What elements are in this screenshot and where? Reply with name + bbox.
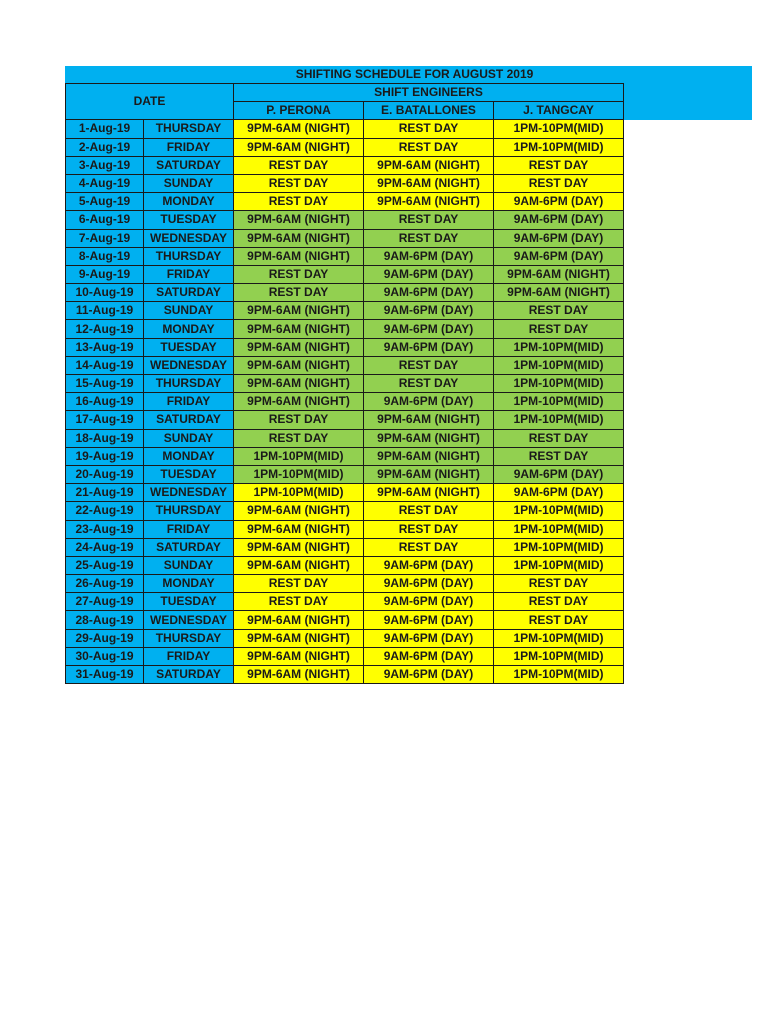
shift-cell-batallones: REST DAY: [364, 375, 494, 393]
date-cell: 30-Aug-19: [66, 647, 144, 665]
shift-cell-perona: REST DAY: [234, 411, 364, 429]
shift-cell-batallones: 9AM-6PM (DAY): [364, 338, 494, 356]
shift-cell-batallones: 9PM-6AM (NIGHT): [364, 156, 494, 174]
shift-cell-perona: REST DAY: [234, 593, 364, 611]
shift-cell-batallones: 9AM-6PM (DAY): [364, 393, 494, 411]
date-cell: 4-Aug-19: [66, 174, 144, 192]
shift-cell-tangcay: 1PM-10PM(MID): [494, 338, 624, 356]
shift-cell-batallones: 9AM-6PM (DAY): [364, 666, 494, 684]
table-row: [66, 247, 624, 265]
shift-cell-tangcay: REST DAY: [494, 320, 624, 338]
date-cell: 14-Aug-19: [66, 356, 144, 374]
engineer-header-perona: P. PERONA: [234, 102, 364, 120]
shift-cell-perona: REST DAY: [234, 575, 364, 593]
shift-schedule-table: [65, 66, 624, 684]
day-cell: THURSDAY: [144, 375, 234, 393]
table-row: [66, 375, 624, 393]
shift-cell-tangcay: 1PM-10PM(MID): [494, 647, 624, 665]
day-cell: FRIDAY: [144, 520, 234, 538]
table-row: [66, 629, 624, 647]
shift-cell-perona: 9PM-6AM (NIGHT): [234, 556, 364, 574]
shift-cell-perona: 9PM-6AM (NIGHT): [234, 629, 364, 647]
date-cell: 28-Aug-19: [66, 611, 144, 629]
shift-cell-tangcay: 1PM-10PM(MID): [494, 411, 624, 429]
shift-cell-batallones: 9AM-6PM (DAY): [364, 575, 494, 593]
shift-cell-tangcay: 9PM-6AM (NIGHT): [494, 284, 624, 302]
shift-cell-perona: 9PM-6AM (NIGHT): [234, 393, 364, 411]
shift-cell-batallones: 9AM-6PM (DAY): [364, 556, 494, 574]
table-row: [66, 393, 624, 411]
shift-cell-perona: 9PM-6AM (NIGHT): [234, 138, 364, 156]
shift-cell-tangcay: 9AM-6PM (DAY): [494, 211, 624, 229]
shift-cell-batallones: 9AM-6PM (DAY): [364, 320, 494, 338]
date-cell: 8-Aug-19: [66, 247, 144, 265]
day-cell: SATURDAY: [144, 284, 234, 302]
shift-cell-perona: 9PM-6AM (NIGHT): [234, 520, 364, 538]
group-header-row: [66, 84, 624, 102]
table-row: [66, 174, 624, 192]
table-row: [66, 138, 624, 156]
date-cell: 24-Aug-19: [66, 538, 144, 556]
shift-cell-perona: REST DAY: [234, 193, 364, 211]
date-cell: 25-Aug-19: [66, 556, 144, 574]
table-row: [66, 575, 624, 593]
day-cell: WEDNESDAY: [144, 484, 234, 502]
shift-cell-perona: 9PM-6AM (NIGHT): [234, 247, 364, 265]
day-cell: FRIDAY: [144, 138, 234, 156]
shift-cell-tangcay: REST DAY: [494, 429, 624, 447]
day-cell: FRIDAY: [144, 647, 234, 665]
shift-cell-tangcay: 1PM-10PM(MID): [494, 629, 624, 647]
table-row: [66, 265, 624, 283]
date-cell: 7-Aug-19: [66, 229, 144, 247]
table-row: [66, 356, 624, 374]
table-row: [66, 484, 624, 502]
table-row: [66, 520, 624, 538]
day-cell: TUESDAY: [144, 211, 234, 229]
day-cell: TUESDAY: [144, 465, 234, 483]
shift-cell-tangcay: 9AM-6PM (DAY): [494, 229, 624, 247]
day-cell: SUNDAY: [144, 556, 234, 574]
shift-cell-batallones: REST DAY: [364, 229, 494, 247]
schedule-body: [66, 120, 624, 684]
day-cell: SATURDAY: [144, 538, 234, 556]
date-cell: 15-Aug-19: [66, 375, 144, 393]
shift-cell-perona: 9PM-6AM (NIGHT): [234, 120, 364, 138]
shift-cell-tangcay: 1PM-10PM(MID): [494, 138, 624, 156]
date-cell: 18-Aug-19: [66, 429, 144, 447]
table-row: [66, 611, 624, 629]
day-cell: THURSDAY: [144, 502, 234, 520]
date-cell: 27-Aug-19: [66, 593, 144, 611]
day-cell: THURSDAY: [144, 247, 234, 265]
date-cell: 12-Aug-19: [66, 320, 144, 338]
shift-cell-tangcay: 9AM-6PM (DAY): [494, 465, 624, 483]
shift-cell-tangcay: 1PM-10PM(MID): [494, 502, 624, 520]
day-cell: SATURDAY: [144, 666, 234, 684]
date-cell: 1-Aug-19: [66, 120, 144, 138]
table-row: [66, 193, 624, 211]
shift-cell-batallones: 9PM-6AM (NIGHT): [364, 193, 494, 211]
shift-cell-tangcay: 1PM-10PM(MID): [494, 375, 624, 393]
day-cell: MONDAY: [144, 447, 234, 465]
day-cell: THURSDAY: [144, 120, 234, 138]
shift-cell-tangcay: 9PM-6AM (NIGHT): [494, 265, 624, 283]
date-cell: 31-Aug-19: [66, 666, 144, 684]
shift-cell-batallones: 9PM-6AM (NIGHT): [364, 411, 494, 429]
shift-cell-perona: REST DAY: [234, 284, 364, 302]
day-cell: TUESDAY: [144, 593, 234, 611]
shift-cell-perona: 1PM-10PM(MID): [234, 447, 364, 465]
shift-cell-batallones: REST DAY: [364, 502, 494, 520]
day-cell: WEDNESDAY: [144, 229, 234, 247]
shift-cell-tangcay: 1PM-10PM(MID): [494, 393, 624, 411]
date-cell: 5-Aug-19: [66, 193, 144, 211]
table-row: [66, 465, 624, 483]
shift-cell-perona: 9PM-6AM (NIGHT): [234, 375, 364, 393]
day-cell: WEDNESDAY: [144, 611, 234, 629]
day-cell: SATURDAY: [144, 411, 234, 429]
engineer-header-batallones: E. BATALLONES: [364, 102, 494, 120]
shift-cell-perona: 9PM-6AM (NIGHT): [234, 229, 364, 247]
date-cell: 16-Aug-19: [66, 393, 144, 411]
table-row: [66, 284, 624, 302]
shift-cell-tangcay: 1PM-10PM(MID): [494, 120, 624, 138]
shift-cell-tangcay: 1PM-10PM(MID): [494, 538, 624, 556]
table-row: [66, 502, 624, 520]
schedule-title: SHIFTING SCHEDULE FOR AUGUST 2019: [66, 66, 624, 84]
day-cell: FRIDAY: [144, 265, 234, 283]
table-row: [66, 647, 624, 665]
date-cell: 29-Aug-19: [66, 629, 144, 647]
date-cell: 17-Aug-19: [66, 411, 144, 429]
date-cell: 23-Aug-19: [66, 520, 144, 538]
day-cell: MONDAY: [144, 320, 234, 338]
shift-cell-batallones: REST DAY: [364, 211, 494, 229]
shift-cell-tangcay: 1PM-10PM(MID): [494, 666, 624, 684]
shift-cell-tangcay: REST DAY: [494, 174, 624, 192]
shift-cell-tangcay: REST DAY: [494, 611, 624, 629]
day-cell: TUESDAY: [144, 338, 234, 356]
shift-cell-tangcay: REST DAY: [494, 575, 624, 593]
shift-cell-perona: 9PM-6AM (NIGHT): [234, 538, 364, 556]
shift-cell-batallones: 9AM-6PM (DAY): [364, 265, 494, 283]
day-cell: MONDAY: [144, 575, 234, 593]
date-cell: 22-Aug-19: [66, 502, 144, 520]
day-cell: SATURDAY: [144, 156, 234, 174]
date-cell: 21-Aug-19: [66, 484, 144, 502]
shift-cell-batallones: 9PM-6AM (NIGHT): [364, 447, 494, 465]
shift-cell-perona: 9PM-6AM (NIGHT): [234, 666, 364, 684]
table-row: [66, 538, 624, 556]
shift-cell-batallones: REST DAY: [364, 120, 494, 138]
shift-cell-tangcay: 1PM-10PM(MID): [494, 556, 624, 574]
shift-cell-batallones: 9AM-6PM (DAY): [364, 647, 494, 665]
shift-cell-batallones: REST DAY: [364, 356, 494, 374]
table-row: [66, 556, 624, 574]
shift-cell-tangcay: 1PM-10PM(MID): [494, 520, 624, 538]
table-row: [66, 447, 624, 465]
date-cell: 2-Aug-19: [66, 138, 144, 156]
shift-cell-tangcay: REST DAY: [494, 447, 624, 465]
shift-cell-perona: 9PM-6AM (NIGHT): [234, 302, 364, 320]
shift-cell-batallones: 9PM-6AM (NIGHT): [364, 465, 494, 483]
shift-cell-tangcay: 9AM-6PM (DAY): [494, 484, 624, 502]
date-cell: 3-Aug-19: [66, 156, 144, 174]
day-cell: FRIDAY: [144, 393, 234, 411]
date-cell: 10-Aug-19: [66, 284, 144, 302]
shift-cell-perona: 1PM-10PM(MID): [234, 465, 364, 483]
shift-cell-batallones: 9AM-6PM (DAY): [364, 629, 494, 647]
shift-cell-batallones: 9AM-6PM (DAY): [364, 284, 494, 302]
shift-cell-batallones: 9PM-6AM (NIGHT): [364, 174, 494, 192]
date-cell: 20-Aug-19: [66, 465, 144, 483]
table-row: [66, 429, 624, 447]
shift-cell-batallones: 9PM-6AM (NIGHT): [364, 484, 494, 502]
shift-cell-perona: 9PM-6AM (NIGHT): [234, 338, 364, 356]
shift-cell-batallones: REST DAY: [364, 138, 494, 156]
table-row: [66, 593, 624, 611]
date-cell: 19-Aug-19: [66, 447, 144, 465]
title-row: [66, 66, 624, 84]
shift-cell-perona: REST DAY: [234, 429, 364, 447]
day-cell: THURSDAY: [144, 629, 234, 647]
shift-cell-batallones: 9AM-6PM (DAY): [364, 593, 494, 611]
shift-cell-perona: 9PM-6AM (NIGHT): [234, 356, 364, 374]
shift-cell-perona: REST DAY: [234, 265, 364, 283]
shift-cell-perona: 9PM-6AM (NIGHT): [234, 647, 364, 665]
table-row: [66, 120, 624, 138]
shift-engineers-header: SHIFT ENGINEERS: [234, 84, 624, 102]
day-cell: SUNDAY: [144, 302, 234, 320]
shift-cell-batallones: REST DAY: [364, 538, 494, 556]
date-cell: 13-Aug-19: [66, 338, 144, 356]
table-row: [66, 320, 624, 338]
shift-cell-batallones: REST DAY: [364, 520, 494, 538]
date-cell: 11-Aug-19: [66, 302, 144, 320]
shift-cell-perona: 9PM-6AM (NIGHT): [234, 320, 364, 338]
engineer-header-tangcay: J. TANGCAY: [494, 102, 624, 120]
day-cell: SUNDAY: [144, 174, 234, 192]
shift-cell-perona: REST DAY: [234, 156, 364, 174]
shift-cell-batallones: 9PM-6AM (NIGHT): [364, 429, 494, 447]
day-cell: SUNDAY: [144, 429, 234, 447]
shift-cell-perona: 9PM-6AM (NIGHT): [234, 502, 364, 520]
shift-cell-tangcay: 9AM-6PM (DAY): [494, 247, 624, 265]
shift-cell-perona: 1PM-10PM(MID): [234, 484, 364, 502]
shift-cell-tangcay: 1PM-10PM(MID): [494, 356, 624, 374]
shift-cell-tangcay: REST DAY: [494, 156, 624, 174]
shift-cell-tangcay: 9AM-6PM (DAY): [494, 193, 624, 211]
day-cell: MONDAY: [144, 193, 234, 211]
table-row: [66, 666, 624, 684]
table-row: [66, 229, 624, 247]
shift-cell-perona: 9PM-6AM (NIGHT): [234, 611, 364, 629]
date-cell: 9-Aug-19: [66, 265, 144, 283]
shift-cell-perona: REST DAY: [234, 174, 364, 192]
shift-cell-batallones: 9AM-6PM (DAY): [364, 611, 494, 629]
shift-cell-tangcay: REST DAY: [494, 302, 624, 320]
day-cell: WEDNESDAY: [144, 356, 234, 374]
table-row: [66, 338, 624, 356]
shift-cell-tangcay: REST DAY: [494, 593, 624, 611]
shift-cell-perona: 9PM-6AM (NIGHT): [234, 211, 364, 229]
date-cell: 26-Aug-19: [66, 575, 144, 593]
shift-cell-batallones: 9AM-6PM (DAY): [364, 247, 494, 265]
table-row: [66, 411, 624, 429]
table-row: [66, 302, 624, 320]
date-header: DATE: [66, 84, 234, 120]
table-row: [66, 156, 624, 174]
shift-cell-batallones: 9AM-6PM (DAY): [364, 302, 494, 320]
table-row: [66, 211, 624, 229]
date-cell: 6-Aug-19: [66, 211, 144, 229]
